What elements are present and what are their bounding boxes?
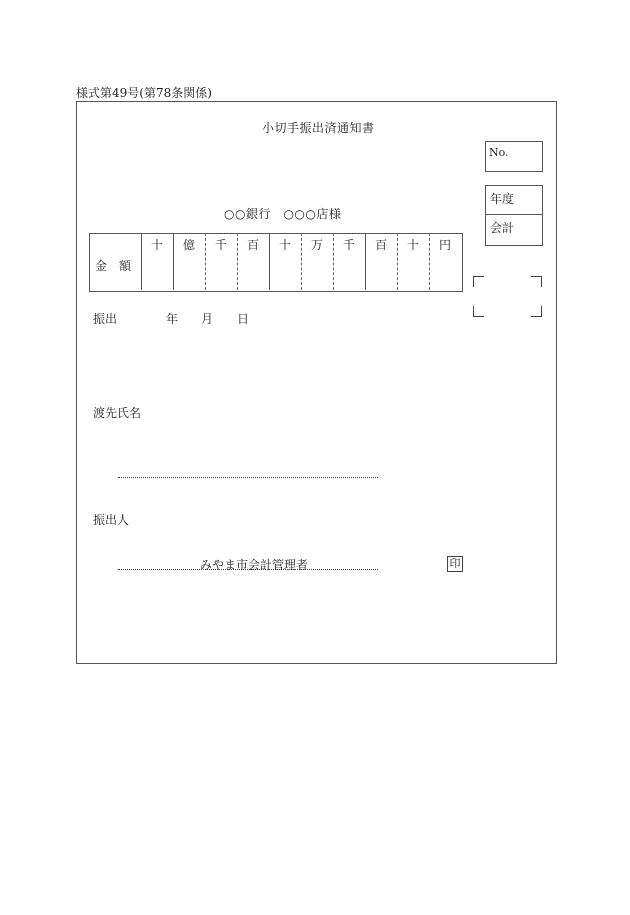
stamp-area-corner-mark xyxy=(473,306,484,317)
amount-unit-label: 円 xyxy=(438,238,451,252)
number-label: No. xyxy=(489,146,509,159)
document-title: 小切手振出済通知書 xyxy=(262,121,375,135)
stamp-area-corner-mark xyxy=(473,276,484,287)
issue-date-label: 振出 xyxy=(93,312,118,326)
account-label: 会計 xyxy=(490,221,515,235)
fiscal-year-label: 年度 xyxy=(490,192,515,206)
amount-unit-label: 十 xyxy=(150,238,163,252)
payee-name-field[interactable] xyxy=(118,477,378,478)
addressee-bank: ○○銀行 ○○○店様 xyxy=(224,207,342,221)
fiscal-year-divider xyxy=(485,214,542,215)
amount-unit-label: 百 xyxy=(374,238,387,252)
issue-day-label: 日 xyxy=(237,312,250,326)
amount-unit-label: 百 xyxy=(246,238,259,252)
seal-mark: 印 xyxy=(447,556,463,572)
amount-unit-label: 万 xyxy=(310,238,323,252)
amount-unit-label: 十 xyxy=(278,238,291,252)
stamp-area-corner-mark xyxy=(531,276,542,287)
amount-unit-label: 十 xyxy=(406,238,419,252)
drawer-name: みやま市会計管理者 xyxy=(200,558,309,572)
amount-unit-label: 億 xyxy=(182,238,195,252)
drawer-label: 振出人 xyxy=(93,513,130,527)
amount-label: 金 額 xyxy=(95,259,132,273)
payee-name-label: 渡先氏名 xyxy=(93,406,142,420)
issue-month-label: 月 xyxy=(201,312,214,326)
form-reference: 様式第49号(第78条関係) xyxy=(76,86,212,100)
amount-unit-label: 千 xyxy=(342,238,355,252)
amount-unit-label: 千 xyxy=(214,238,227,252)
stamp-area-corner-mark xyxy=(531,306,542,317)
issue-year-label: 年 xyxy=(166,312,179,326)
